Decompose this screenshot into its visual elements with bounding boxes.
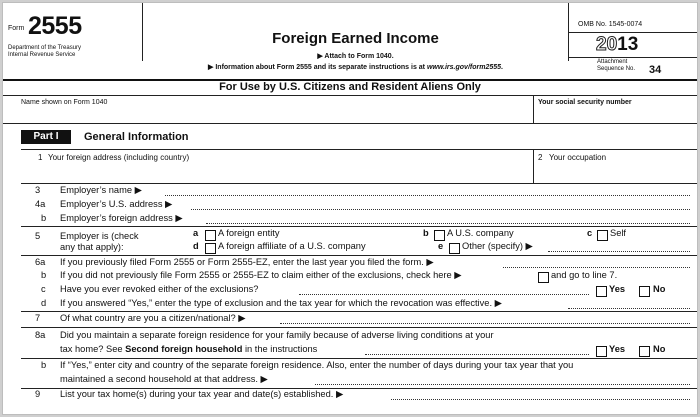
- line-7-rule: [21, 327, 697, 328]
- option-a-letter: a: [193, 228, 199, 238]
- line-9-label: List your tax home(s) during your tax year and date(s) established. ▶: [60, 389, 344, 399]
- employer-name-field[interactable]: [165, 195, 690, 196]
- second-household-yes-label: Yes: [609, 344, 626, 354]
- form-title: Foreign Earned Income: [272, 30, 439, 47]
- line-6d-number: d: [41, 298, 47, 308]
- tax-year-outline: 20: [596, 34, 618, 55]
- sequence-number: 34: [649, 64, 662, 76]
- employer-foreign-address-field[interactable]: [206, 223, 690, 224]
- part-title: General Information: [84, 131, 189, 143]
- attach-instruction: ▶ Attach to Form 1040.: [317, 53, 394, 60]
- name-field[interactable]: [21, 107, 529, 122]
- line-5-number: 5: [35, 231, 41, 241]
- us-company-checkbox[interactable]: [434, 230, 445, 241]
- employer-us-address-field[interactable]: [191, 209, 690, 210]
- foreign-entity-checkbox[interactable]: [205, 230, 216, 241]
- line-8a-rule: [21, 358, 697, 359]
- second-household-no-checkbox[interactable]: [639, 346, 650, 357]
- line-8a-number: 8a: [35, 330, 46, 340]
- option-c-label: Self: [610, 228, 627, 238]
- irs-url-link[interactable]: www.irs.gov/form2555: [426, 64, 502, 71]
- banner-rule-bottom: [3, 95, 697, 96]
- name-label: Name shown on Form 1040: [21, 99, 108, 106]
- line-6a-number: 6a: [35, 257, 46, 267]
- second-household-field[interactable]: [315, 384, 690, 385]
- form-number: 2555: [28, 12, 82, 40]
- line-8a-label-1: Did you maintain a separate foreign residence for your family because of adverse living conditions at your: [60, 330, 494, 340]
- revoked-yes-label: Yes: [609, 284, 626, 294]
- line-5-label-1: Employer is (check: [60, 231, 139, 241]
- line-9-number: 9: [35, 389, 41, 399]
- occupation-field[interactable]: [538, 163, 693, 182]
- option-a-label: A foreign entity: [218, 228, 280, 238]
- line-2-number: 2: [538, 153, 543, 162]
- info-suffix: .: [501, 64, 503, 71]
- line-8a-leader: [365, 354, 589, 355]
- line-6-rule: [21, 311, 697, 312]
- not-previously-filed-checkbox[interactable]: [538, 272, 549, 283]
- revocation-field[interactable]: [568, 308, 690, 309]
- other-employer-checkbox[interactable]: [449, 243, 460, 254]
- form-2555-page: [2, 2, 698, 415]
- line-4-rule: [21, 226, 697, 227]
- revoked-yes-checkbox[interactable]: [596, 286, 607, 297]
- line-8b-number: b: [41, 360, 47, 370]
- option-c-letter: c: [587, 228, 593, 238]
- line-8b-label-2: maintained a second household at that address. ▶: [60, 374, 268, 384]
- line-2-rule: [21, 183, 697, 184]
- foreign-affiliate-checkbox[interactable]: [205, 243, 216, 254]
- line-3-label: Employer’s name ▶: [60, 185, 142, 195]
- ssn-label: Your social security number: [538, 99, 632, 106]
- foreign-address-field[interactable]: [38, 163, 528, 182]
- line-4a-number: 4a: [35, 199, 46, 209]
- option-e-label: Other (specify) ▶: [462, 241, 533, 251]
- info-prefix: ▶ Information about Form 2555 and its separate instructions is at: [208, 64, 427, 71]
- tax-year-bold: 13: [617, 34, 639, 55]
- part-label: Part I: [21, 130, 71, 144]
- line-6b-number: b: [41, 270, 47, 280]
- attachment-label: Attachment: [597, 59, 628, 65]
- second-household-no-label: No: [653, 344, 666, 354]
- line-4b-label: Employer’s foreign address ▶: [60, 213, 183, 223]
- line-6c-number: c: [41, 284, 46, 294]
- line-1-2-divider: [533, 149, 534, 183]
- citizenship-field[interactable]: [280, 323, 690, 324]
- line-4a-label: Employer’s U.S. address ▶: [60, 199, 173, 209]
- tax-year: [596, 34, 638, 56]
- name-ssn-divider: [533, 95, 534, 123]
- option-b-letter: b: [423, 228, 429, 238]
- line-5-rule: [21, 255, 697, 256]
- line-8a-label-2-pre: tax home? See: [60, 344, 126, 354]
- line-3-number: 3: [35, 185, 41, 195]
- part-rule: [21, 149, 697, 150]
- tax-home-field[interactable]: [391, 399, 690, 400]
- line-8b-label-1: If “Yes,” enter city and country of the separate foreign residence. Also, enter the number of days during your tax year that you: [60, 360, 574, 370]
- last-year-filed-field[interactable]: [503, 267, 690, 268]
- revoked-no-checkbox[interactable]: [639, 286, 650, 297]
- second-household-yes-checkbox[interactable]: [596, 346, 607, 357]
- omb-number: OMB No. 1545-0074: [578, 21, 643, 28]
- line-6b-suffix: and go to line 7.: [551, 270, 618, 280]
- line-8a-label-2: [60, 344, 317, 354]
- line-5-label-2: any that apply):: [60, 242, 124, 252]
- line-1-label: Your foreign address (including country): [48, 153, 190, 162]
- line-1-number: 1: [38, 153, 43, 162]
- option-e-letter: e: [438, 241, 444, 251]
- line-8a-label-2-post: in the instructions: [242, 344, 318, 354]
- department-line: Department of the Treasury: [8, 45, 82, 51]
- use-banner: For Use by U.S. Citizens and Resident Aliens Only: [219, 81, 481, 93]
- name-rule: [3, 123, 697, 124]
- other-employer-field[interactable]: [548, 251, 690, 252]
- line-6a-label: If you previously filed Form 2555 or Form 2555-EZ, enter the last year you filed the form. ▶: [60, 257, 434, 267]
- line-7-label: Of what country are you a citizen/national? ▶: [60, 313, 246, 323]
- info-instruction: [143, 63, 568, 71]
- sequence-label: Sequence No.: [597, 66, 636, 72]
- omb-divider: [568, 32, 697, 33]
- form-prefix: Form: [8, 25, 25, 32]
- option-d-letter: d: [193, 241, 199, 251]
- revoked-no-label: No: [653, 284, 666, 294]
- line-7-number: 7: [35, 313, 41, 323]
- self-checkbox[interactable]: [597, 230, 608, 241]
- line-6c-label: Have you ever revoked either of the exclusions?: [60, 284, 259, 294]
- line-6b-label: If you did not previously file Form 2555 or 2555-EZ to claim either of the exclusions, check here ▶: [60, 270, 462, 280]
- line-8a-label-2-bold: Second foreign household: [125, 344, 243, 354]
- year-divider: [568, 57, 697, 58]
- line-2-label: Your occupation: [549, 153, 607, 162]
- line-4b-number: b: [41, 213, 47, 223]
- option-d-label: A foreign affiliate of a U.S. company: [218, 241, 366, 251]
- option-b-label: A U.S. company: [447, 228, 514, 238]
- line-6d-label: If you answered “Yes,” enter the type of exclusion and the tax year for which the revocation was effective. ▶: [60, 298, 502, 308]
- ssn-field[interactable]: [538, 107, 693, 122]
- line-6c-leader: [299, 294, 589, 295]
- agency-line: Internal Revenue Service: [8, 52, 76, 58]
